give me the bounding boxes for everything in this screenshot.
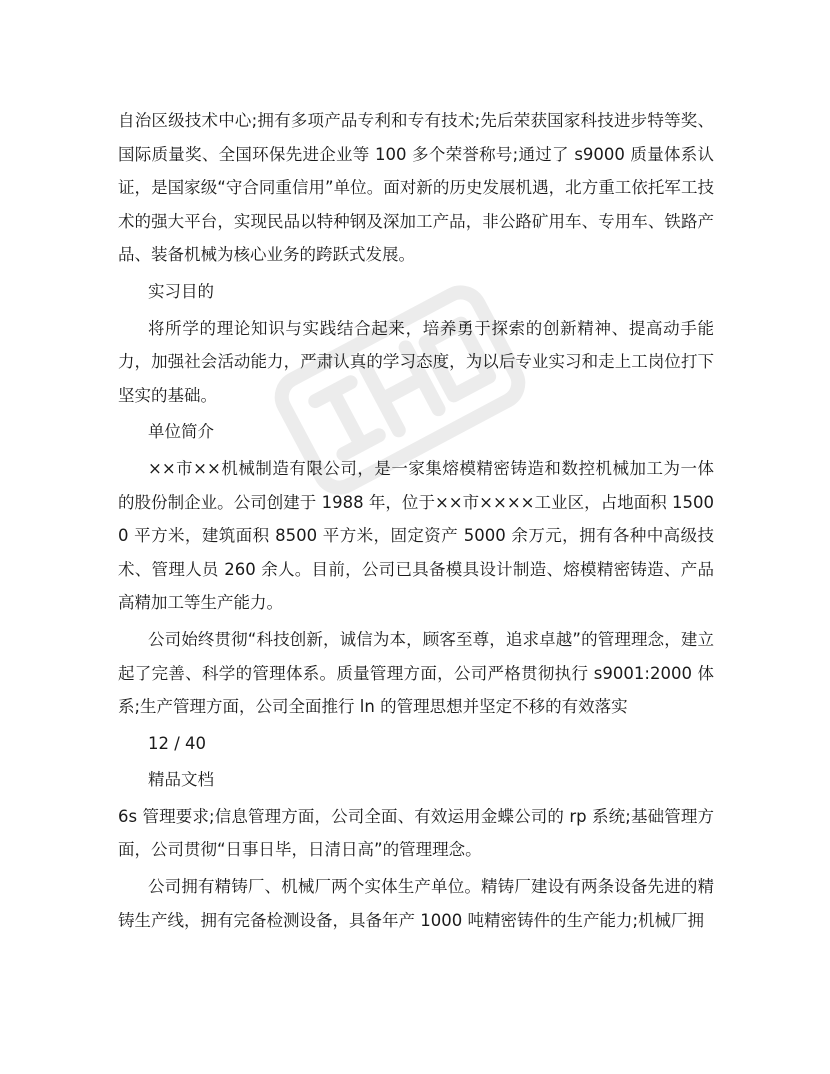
heading-company-intro: 单位简介 (148, 422, 214, 442)
paragraph-production-units: 公司拥有精铸厂、机械厂两个实体生产单位。精铸厂建设有两条设备先进的精铸生产线，拥有完备检测设备，具备年产 1000 吨精密铸件的生产能力;机械厂拥 (118, 877, 714, 930)
paragraph-6s-management: 6s 管理要求;信息管理方面，公司全面、有效运用金蝶公司的 rp 系统;基础管理方面，公司贯彻“日事日毕，日清日高”的管理理念。 (118, 806, 714, 860)
doc-label: 精品文档 (148, 770, 214, 790)
paragraph-management-philosophy: 公司始终贯彻“科技创新，诚信为本，顾客至尊，追求卓越”的管理理念，建立起了完善、科学的管理体系。质量管理方面，公司严格贯彻执行 s9001:2000 体系;生产管理方面，公司全面推行 ln 的管理思想并坚定不移的有效落实 (118, 629, 714, 717)
paragraph-company-intro: ××市××机械制造有限公司，是一家集熔模精密铸造和数控机械加工为一体的股份制企业。公司创建于 1988 年，位于××市××××工业区，占地面积 15000 平方米，建筑面积 8500 平方米，固定资产 5000 余万元，拥有各种中高级技术、管理人员 260 余人。目前，公司已具备模具设计制造、熔模精密铸造、产品高精加工等生产能力。 (118, 458, 714, 613)
paragraph-tech-center: 自治区级技术中心;拥有多项产品专利和专有技术;先后荣获国家科技进步特等奖、国际质量奖、全国环保先进企业等 100 多个荣誉称号;通过了 s9000 质量体系认证，是国家级“守合同重信用”单位。面对新的历史发展机遇，北方重工依托军工技术的强大平台，实现民品以特种钢及深加工产品，非公路矿用车、专用车、铁路产品、装备机械为核心业务的跨跃式发展。 (118, 111, 714, 265)
document-body (118, 104, 714, 940)
page-number: 12 / 40 (148, 733, 207, 753)
paragraph-internship-purpose: 将所学的理论知识与实践结合起来，培养勇于探索的创新精神、提高动手能力，加强社会活动能力，严肃认真的学习态度，为以后专业实习和走上工岗位打下坚实的基础。 (118, 318, 714, 405)
heading-internship-purpose: 实习目的 (148, 281, 214, 301)
